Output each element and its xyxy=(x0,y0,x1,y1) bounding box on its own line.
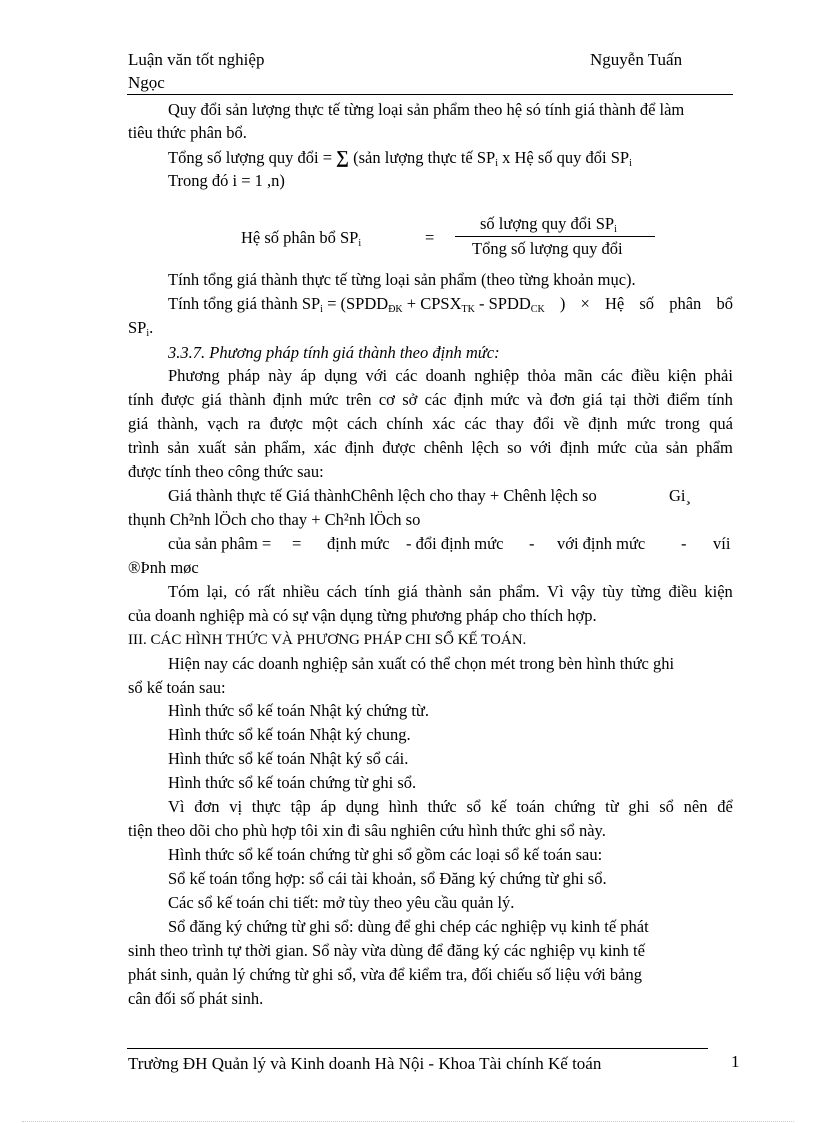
vidonvi-line2: tiện theo dõi cho phù hợp tôi xin đi sâu nghiên cứu hình thức ghi sổ này. xyxy=(128,821,606,840)
para-dinhmuc-line3: giá thành, vạch ra được một cách chính xác các thay đổi về định mức trong quá xyxy=(128,414,733,433)
formula-lhs-text: Hệ số phân bổ SP xyxy=(241,228,359,247)
sodk-line3: phát sinh, quản lý chứng từ ghi sổ, vừa để kiểm tra, đối chiếu số liệu với bảng xyxy=(128,965,642,984)
formula-num-text: số lượng quy đổi SP xyxy=(480,214,615,233)
form-item: Hình thức sổ kế toán chứng từ ghi sổ. xyxy=(168,773,417,792)
page-bottom-dotted-border xyxy=(22,1121,794,1122)
hiennay-line2: sổ kế toán sau: xyxy=(128,678,226,697)
section-heading-337: 3.3.7. Phương pháp tính giá thành theo định mức: xyxy=(168,343,500,362)
formula-numerator xyxy=(480,214,617,234)
page-number: 1 xyxy=(731,1052,740,1071)
vidonvi-line1: Vì đơn vị thực tập áp dụng hình thức sổ kế toán chứng từ ghi sổ nên để xyxy=(168,797,733,816)
tong-so-luong-line xyxy=(168,147,632,168)
sodk-line4: cân đối số phát sinh. xyxy=(128,989,264,1008)
section-heading-III: III. CÁC HÌNH THỨC VÀ PHƯƠNG PHÁP CHI SỔ KẾ TOÁN. xyxy=(128,632,527,648)
tong-post-sub: i xyxy=(629,158,632,169)
gia-thanh-line4: ®Þnh møc xyxy=(128,558,199,577)
ht-gom-line: Hình thức sổ kế toán chứng từ ghi sổ gồm các loại sổ kế toán sau: xyxy=(168,845,603,864)
so-tong-hop-line: Sổ kế toán tổng hợp: sổ cái tài khoản, sổ Đăng ký chứng từ ghi sổ. xyxy=(168,869,607,888)
tinh2-left: Tính tổng giá thành $SP_i$ = ($SPDD_{ĐK}$ + $CPSX_{TK}$ - $SPDD_{CK}$ xyxy=(168,294,545,315)
para-dinhmuc-line4: trình sản xuất sản phẩm, xác định được chênh lệch so với định mức của sản phẩm xyxy=(128,438,733,457)
tinh-tong-line3: $SP_i$. xyxy=(128,318,154,339)
footer-text: Trường ĐH Quản lý và Kinh doanh Hà Nội - Khoa Tài chính Kế toán xyxy=(128,1054,602,1073)
sodk-line1: Sổ đăng ký chứng từ ghi sổ: dùng để ghi chép các nghiệp vụ kinh tế phát xyxy=(168,917,649,936)
tong-pre: Tổng số lượng quy đổi = xyxy=(168,148,337,167)
form-item: Hình thức sổ kế toán Nhật ký sổ cái. xyxy=(168,749,409,768)
formula-lhs-sub: i xyxy=(358,238,362,249)
formula-num-sub: i xyxy=(614,224,617,235)
para-dinhmuc-line2: tính được giá thành định mức trên cơ sở các định mức và đơn giá tại thời điểm tính xyxy=(128,390,733,409)
trong-do-line: Trong đó i = 1 ,n) xyxy=(168,171,285,190)
footer-rule xyxy=(127,1048,708,1049)
sodk-line2: sinh theo trình tự thời gian. Sổ này vừa dùng để đăng ký các nghiệp vụ kinh tế xyxy=(128,941,645,960)
sigma-symbol: ∑ xyxy=(336,147,349,167)
formula-denominator: Tổng số lượng quy đổi xyxy=(472,239,623,258)
formula-lhs xyxy=(241,228,361,248)
tomlai-line1: Tóm lại, có rất nhiều cách tính giá thành sản phẩm. Vì vậy tùy từng điều kiện xyxy=(168,582,733,601)
formula-equals: = xyxy=(425,228,435,247)
header-left: Luận văn tốt nghiệp xyxy=(128,50,265,69)
para-dinhmuc-line1: Phương pháp này áp dụng với các doanh nghiệp thỏa mãn các điều kiện phải xyxy=(168,366,733,385)
para-dinhmuc-line5: được tính theo công thức sau: xyxy=(128,462,324,481)
para-quydoi-line1: Quy đổi sản lượng thực tế từng loại sản phẩm theo hệ só tính giá thành để làm xyxy=(168,100,685,119)
so-chi-tiet-line: Các sổ kế toán chi tiết: mở tùy theo yêu cầu quản lý. xyxy=(168,893,515,912)
form-item: Hình thức sổ kế toán Nhật ký chung. xyxy=(168,725,411,744)
form-item: Hình thức sổ kế toán Nhật ký chứng từ. xyxy=(168,701,429,720)
gia-thanh-line1: Giá thành thực tế Giá thànhChênh lệch cho thay + Chênh lệch so xyxy=(168,486,597,505)
para-quydoi-line2: tiêu thức phân bổ. xyxy=(128,123,247,142)
gia-thanh-line2: thụnh Ch²nh lÖch cho thay + Ch²nh lÖch so xyxy=(128,510,421,529)
tinh-tong-line2: Tính tổng giá thành $SP_i$ = ($SPDD_{ĐK}$ + $CPSX_{TK}$ - $SPDD_{CK}$ ) × Hệ số phân bổ xyxy=(168,294,733,315)
header-rule xyxy=(127,94,733,95)
header-right: Nguyễn Tuấn xyxy=(590,50,683,69)
tong-post: x Hệ số quy đổi SP xyxy=(498,148,630,167)
tong-mid-sub: i xyxy=(495,158,499,169)
fraction-bar xyxy=(455,236,655,237)
hiennay-line1: Hiện nay các doanh nghiệp sản xuất có thể chọn mét trong bèn hình thức ghi xyxy=(168,654,675,673)
gia-thanh-line1-end: Gi¸ xyxy=(669,486,691,505)
header-continuation: Ngọc xyxy=(128,73,165,92)
tinh-tong-line1: Tính tổng giá thành thực tế từng loại sản phẩm (theo từng khoản mục). xyxy=(168,270,636,289)
tomlai-line2: của doanh nghiệp mà có sự vận dụng từng phương pháp cho thích hợp. xyxy=(128,606,597,625)
tong-mid: (sản lượng thực tế SP xyxy=(349,148,496,167)
